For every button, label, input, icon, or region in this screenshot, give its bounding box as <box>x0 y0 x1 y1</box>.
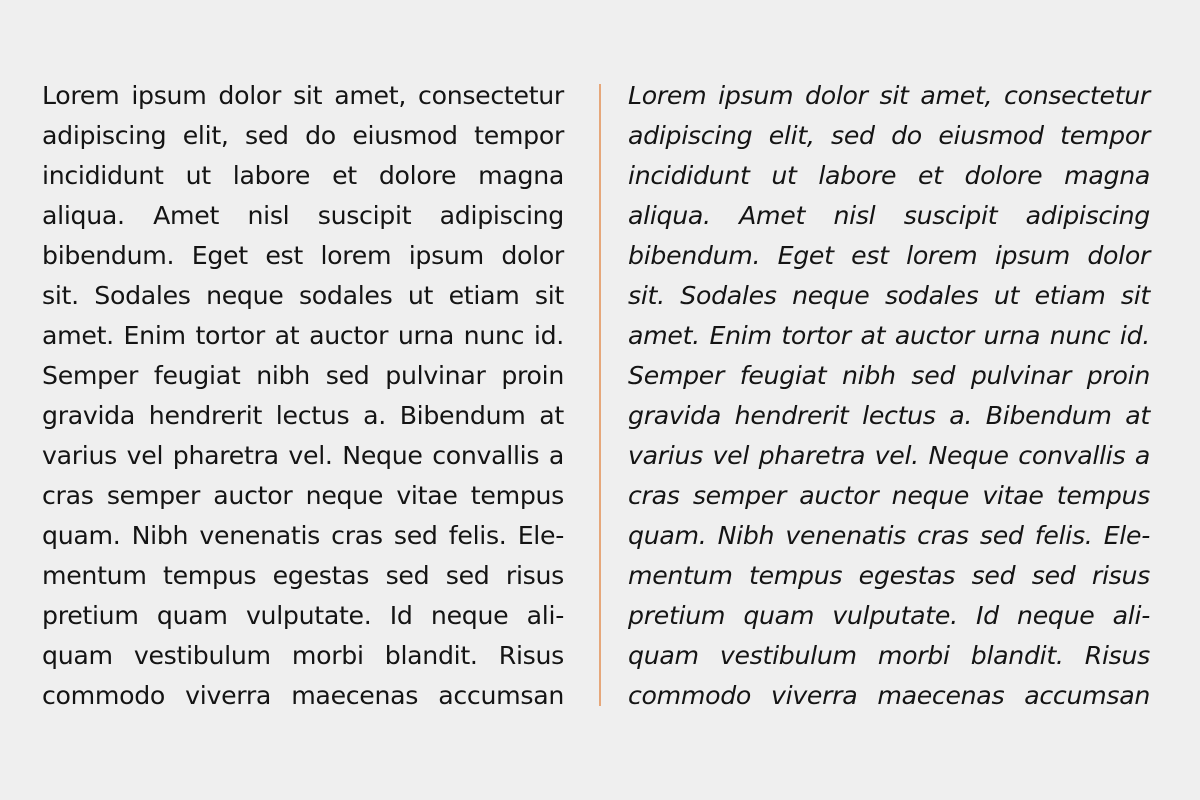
text-line: amet. Enim tortor at auctor urna nunc id. <box>42 321 564 350</box>
text-line: incididunt ut labore et dolore magna <box>42 161 564 190</box>
text-line: Semper feugiat nibh sed pulvinar proin <box>42 361 564 390</box>
text-line: incididunt ut labore et dolore magna <box>628 161 1150 190</box>
text-line: commodo viverra maecenas accumsan <box>628 681 1150 710</box>
text-line: adipiscing elit, sed do eiusmod tempor <box>42 121 564 150</box>
text-line: quam vestibulum morbi blandit. Risus <box>628 641 1150 670</box>
text-line: Lorem ipsum dolor sit amet, consectetur <box>42 81 564 110</box>
text-line: Semper feugiat nibh sed pulvinar proin <box>628 361 1150 390</box>
text-line: quam. Nibh venenatis cras sed felis. Ele- <box>628 521 1150 550</box>
text-line: quam vestibulum morbi blandit. Risus <box>42 641 564 670</box>
text-line: cras semper auctor neque vitae tempus <box>628 481 1150 510</box>
text-line: gravida hendrerit lectus a. Bibendum at <box>42 401 564 430</box>
text-line: mentum tempus egestas sed sed risus <box>628 561 1150 590</box>
text-line: sit. Sodales neque sodales ut etiam sit <box>42 281 564 310</box>
text-line: adipiscing elit, sed do eiusmod tempor <box>628 121 1150 150</box>
text-line: commodo viverra maecenas accumsan <box>42 681 564 710</box>
text-line: pretium quam vulputate. Id neque ali- <box>628 601 1150 630</box>
text-line: varius vel pharetra vel. Neque convallis a <box>42 441 564 470</box>
text-line: varius vel pharetra vel. Neque convallis a <box>628 441 1150 470</box>
text-line: Lorem ipsum dolor sit amet, consectetur <box>628 81 1150 110</box>
text-line: bibendum. Eget est lorem ipsum dolor <box>42 241 564 270</box>
italic-text-column <box>628 76 1150 716</box>
text-line: gravida hendrerit lectus a. Bibendum at <box>628 401 1150 430</box>
text-line: quam. Nibh venenatis cras sed felis. Ele- <box>42 521 564 550</box>
column-divider <box>599 84 601 706</box>
text-line: sit. Sodales neque sodales ut etiam sit <box>628 281 1150 310</box>
text-line: aliqua. Amet nisl suscipit adipiscing <box>42 201 564 230</box>
text-line: cras semper auctor neque vitae tempus <box>42 481 564 510</box>
text-line: amet. Enim tortor at auctor urna nunc id. <box>628 321 1150 350</box>
text-line: aliqua. Amet nisl suscipit adipiscing <box>628 201 1150 230</box>
regular-text-column <box>42 76 564 716</box>
text-line: pretium quam vulputate. Id neque ali- <box>42 601 564 630</box>
text-line: bibendum. Eget est lorem ipsum dolor <box>628 241 1150 270</box>
text-line: mentum tempus egestas sed sed risus <box>42 561 564 590</box>
